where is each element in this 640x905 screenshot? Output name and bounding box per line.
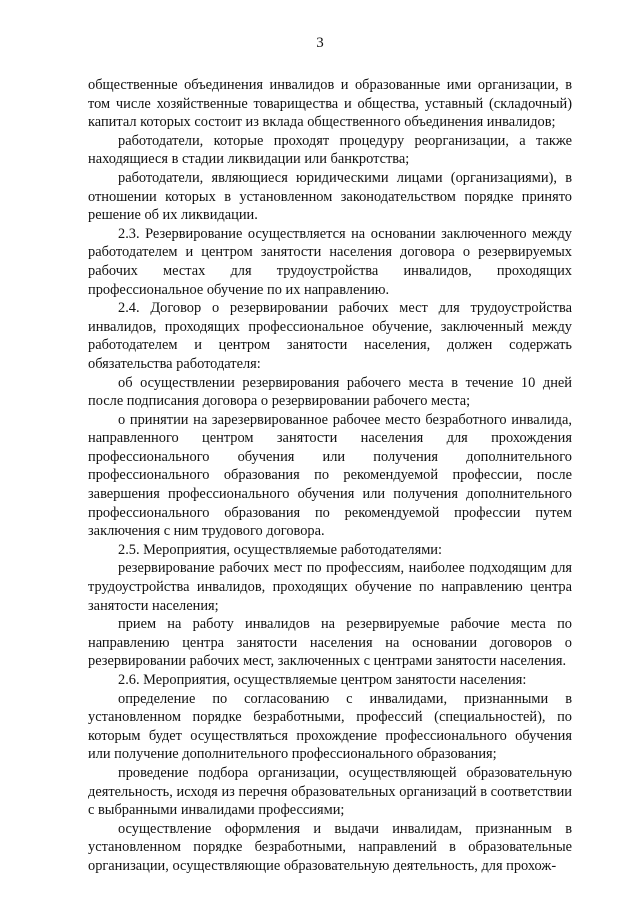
paragraph-3: работодатели, являющиеся юридическими лицами (организациями), в отношении которых в установленном законодательством порядке принято решение об их ликвидации. xyxy=(88,169,572,224)
paragraph-5: 2.4. Договор о резервировании рабочих мест для трудоустройства инвалидов, проходящих профессиональное обучение, заключенный между работодателем и центром занятости населения, должен содержать обязательства работодателя: xyxy=(88,300,572,372)
paragraph-7: о принятии на зарезервированное рабочее место безработного инвалида, направленного центром занятости населения для прохождения профессионального обучения или получения дополнительного профессионального образования по рекомендуемой профессии, после завершения профессионального обучения или получения дополнительного профессионального образования по рекомендуемой профессии путем заключения с ним трудового договора. xyxy=(88,411,572,540)
paragraph-8: 2.5. Мероприятия, осуществляемые работодателями: xyxy=(118,541,442,558)
paragraph-9: резервирование рабочих мест по профессиям, наиболее подходящим для трудоустройства инвалидов, проходящих обучение по направлению центра занятости населения; xyxy=(88,560,572,614)
page-number: 3 xyxy=(316,35,324,51)
paragraph-4: 2.3. Резервирование осуществляется на основании заключенного между работодателем и центром занятости населения договора о резервируемых рабочих местах для трудоустройства инвалидов, проходящих профессиональное обучение по их направлению. xyxy=(88,225,572,298)
paragraph-1: общественные объединения инвалидов и образованные ими организации, в том числе хозяйственные товарищества и общества, уставный (складочный) капитал которых состоит из вклада общественного объединения инвалидов; xyxy=(88,77,572,131)
document-body xyxy=(88,76,572,876)
paragraph-13: проведение подбора организации, осуществляющей образовательную деятельность, исходя из перечня образовательных организаций в соответствии с выбранными инвалидами профессиями; xyxy=(88,764,572,819)
paragraph-14: осуществление оформления и выдачи инвалидам, признанным в установленном порядке безработными, направлений в образовательные организации, осуществляющие образовательную деятельность, для прохож- xyxy=(88,820,572,874)
paragraph-6: об осуществлении резервирования рабочего места в течение 10 дней после подписания договора о резервировании рабочего места; xyxy=(88,374,572,410)
paragraph-12: определение по согласованию с инвалидами, признанными в установленном порядке безработными, профессий (специальностей), по которым будет осуществляться прохождение профессионального обучения или получение дополнительного профессионального образования; xyxy=(88,690,572,763)
paragraph-11: 2.6. Мероприятия, осуществляемые центром занятости населения: xyxy=(118,672,527,688)
paragraph-2: работодатели, которые проходят процедуру реорганизации, а также находящиеся в стадии ликвидации или банкротства; xyxy=(88,132,572,168)
paragraph-10: прием на работу инвалидов на резервируемые рабочие места по направлению центра занятости населения на основании договоров о резервировании рабочих мест, заключенных с центрами занятости населения. xyxy=(88,616,572,670)
